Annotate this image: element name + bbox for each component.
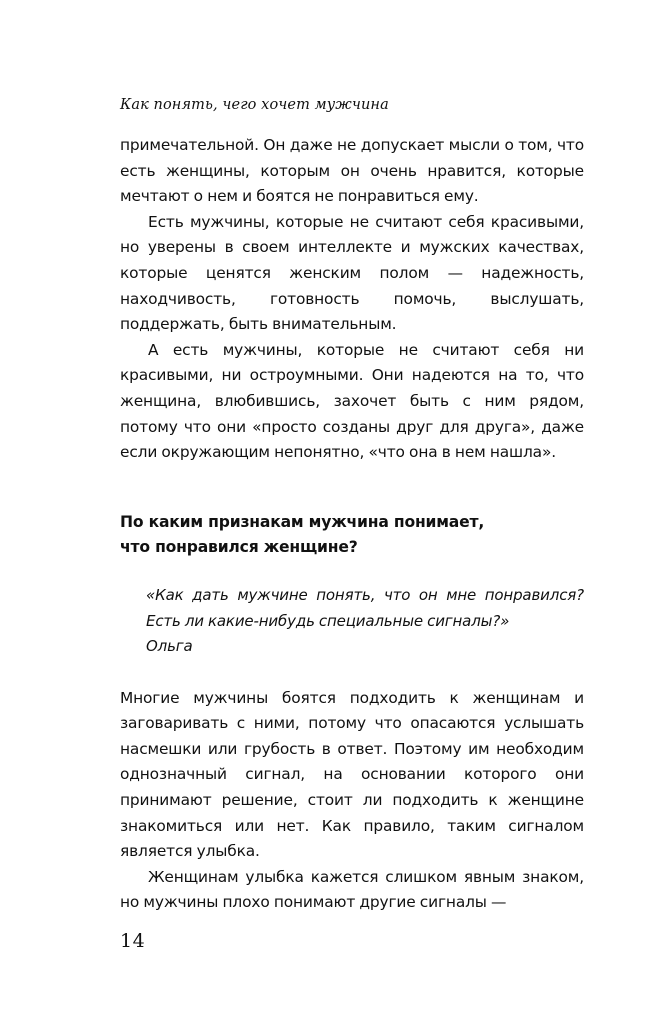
section-heading — [120, 510, 584, 561]
paragraph-continuation: примечательной. Он даже не допускает мысли о том, что есть женщины, которым он очень нравится, которые мечтают о нем и боятся не понравиться ему. — [120, 136, 584, 206]
paragraph: Есть мужчины, которые не считают себя красивыми, но уверены в своем интеллекте и мужских качествах, которые ценятся женским полом — надежность, находчивость, готовность помочь, выслушать, поддержать, быть внимательным. — [120, 212, 584, 334]
quote-text: «Как дать мужчине понять, что он мне понравился? Есть ли какие-нибудь специальные сигналы?» — [146, 585, 584, 630]
quote-author: Ольга — [146, 637, 193, 656]
paragraph: Женщинам улыбка кажется слишком явным знаком, но мужчины плохо понимают другие сигналы — — [120, 867, 584, 912]
reader-question — [146, 583, 584, 660]
section-heading-line: По каким признакам мужчина понимает, — [120, 512, 485, 531]
paragraph: Многие мужчины боятся подходить к женщинам и заговаривать с ними, потому что опасаются услышать насмешки или грубость в ответ. Поэтому им необходим однозначный сигнал, на основании которого они принимают решение, стоит ли подходить к женщине знакомиться или нет. Как правило, таким сигналом является улыбка. — [120, 688, 584, 861]
running-head: Как понять, чего хочет мужчина — [120, 97, 389, 113]
paragraph: А есть мужчины, которые не считают себя ни красивыми, ни остроумными. Они надеются на то, что женщина, влюбившись, захочет быть с ним рядом, потому что они «просто созданы друг для друга», даже если окружающим непонятно, «что она в нем нашла». — [120, 340, 584, 462]
page-number: 14 — [120, 930, 146, 952]
section-heading-line: что понравился женщине? — [120, 538, 358, 557]
